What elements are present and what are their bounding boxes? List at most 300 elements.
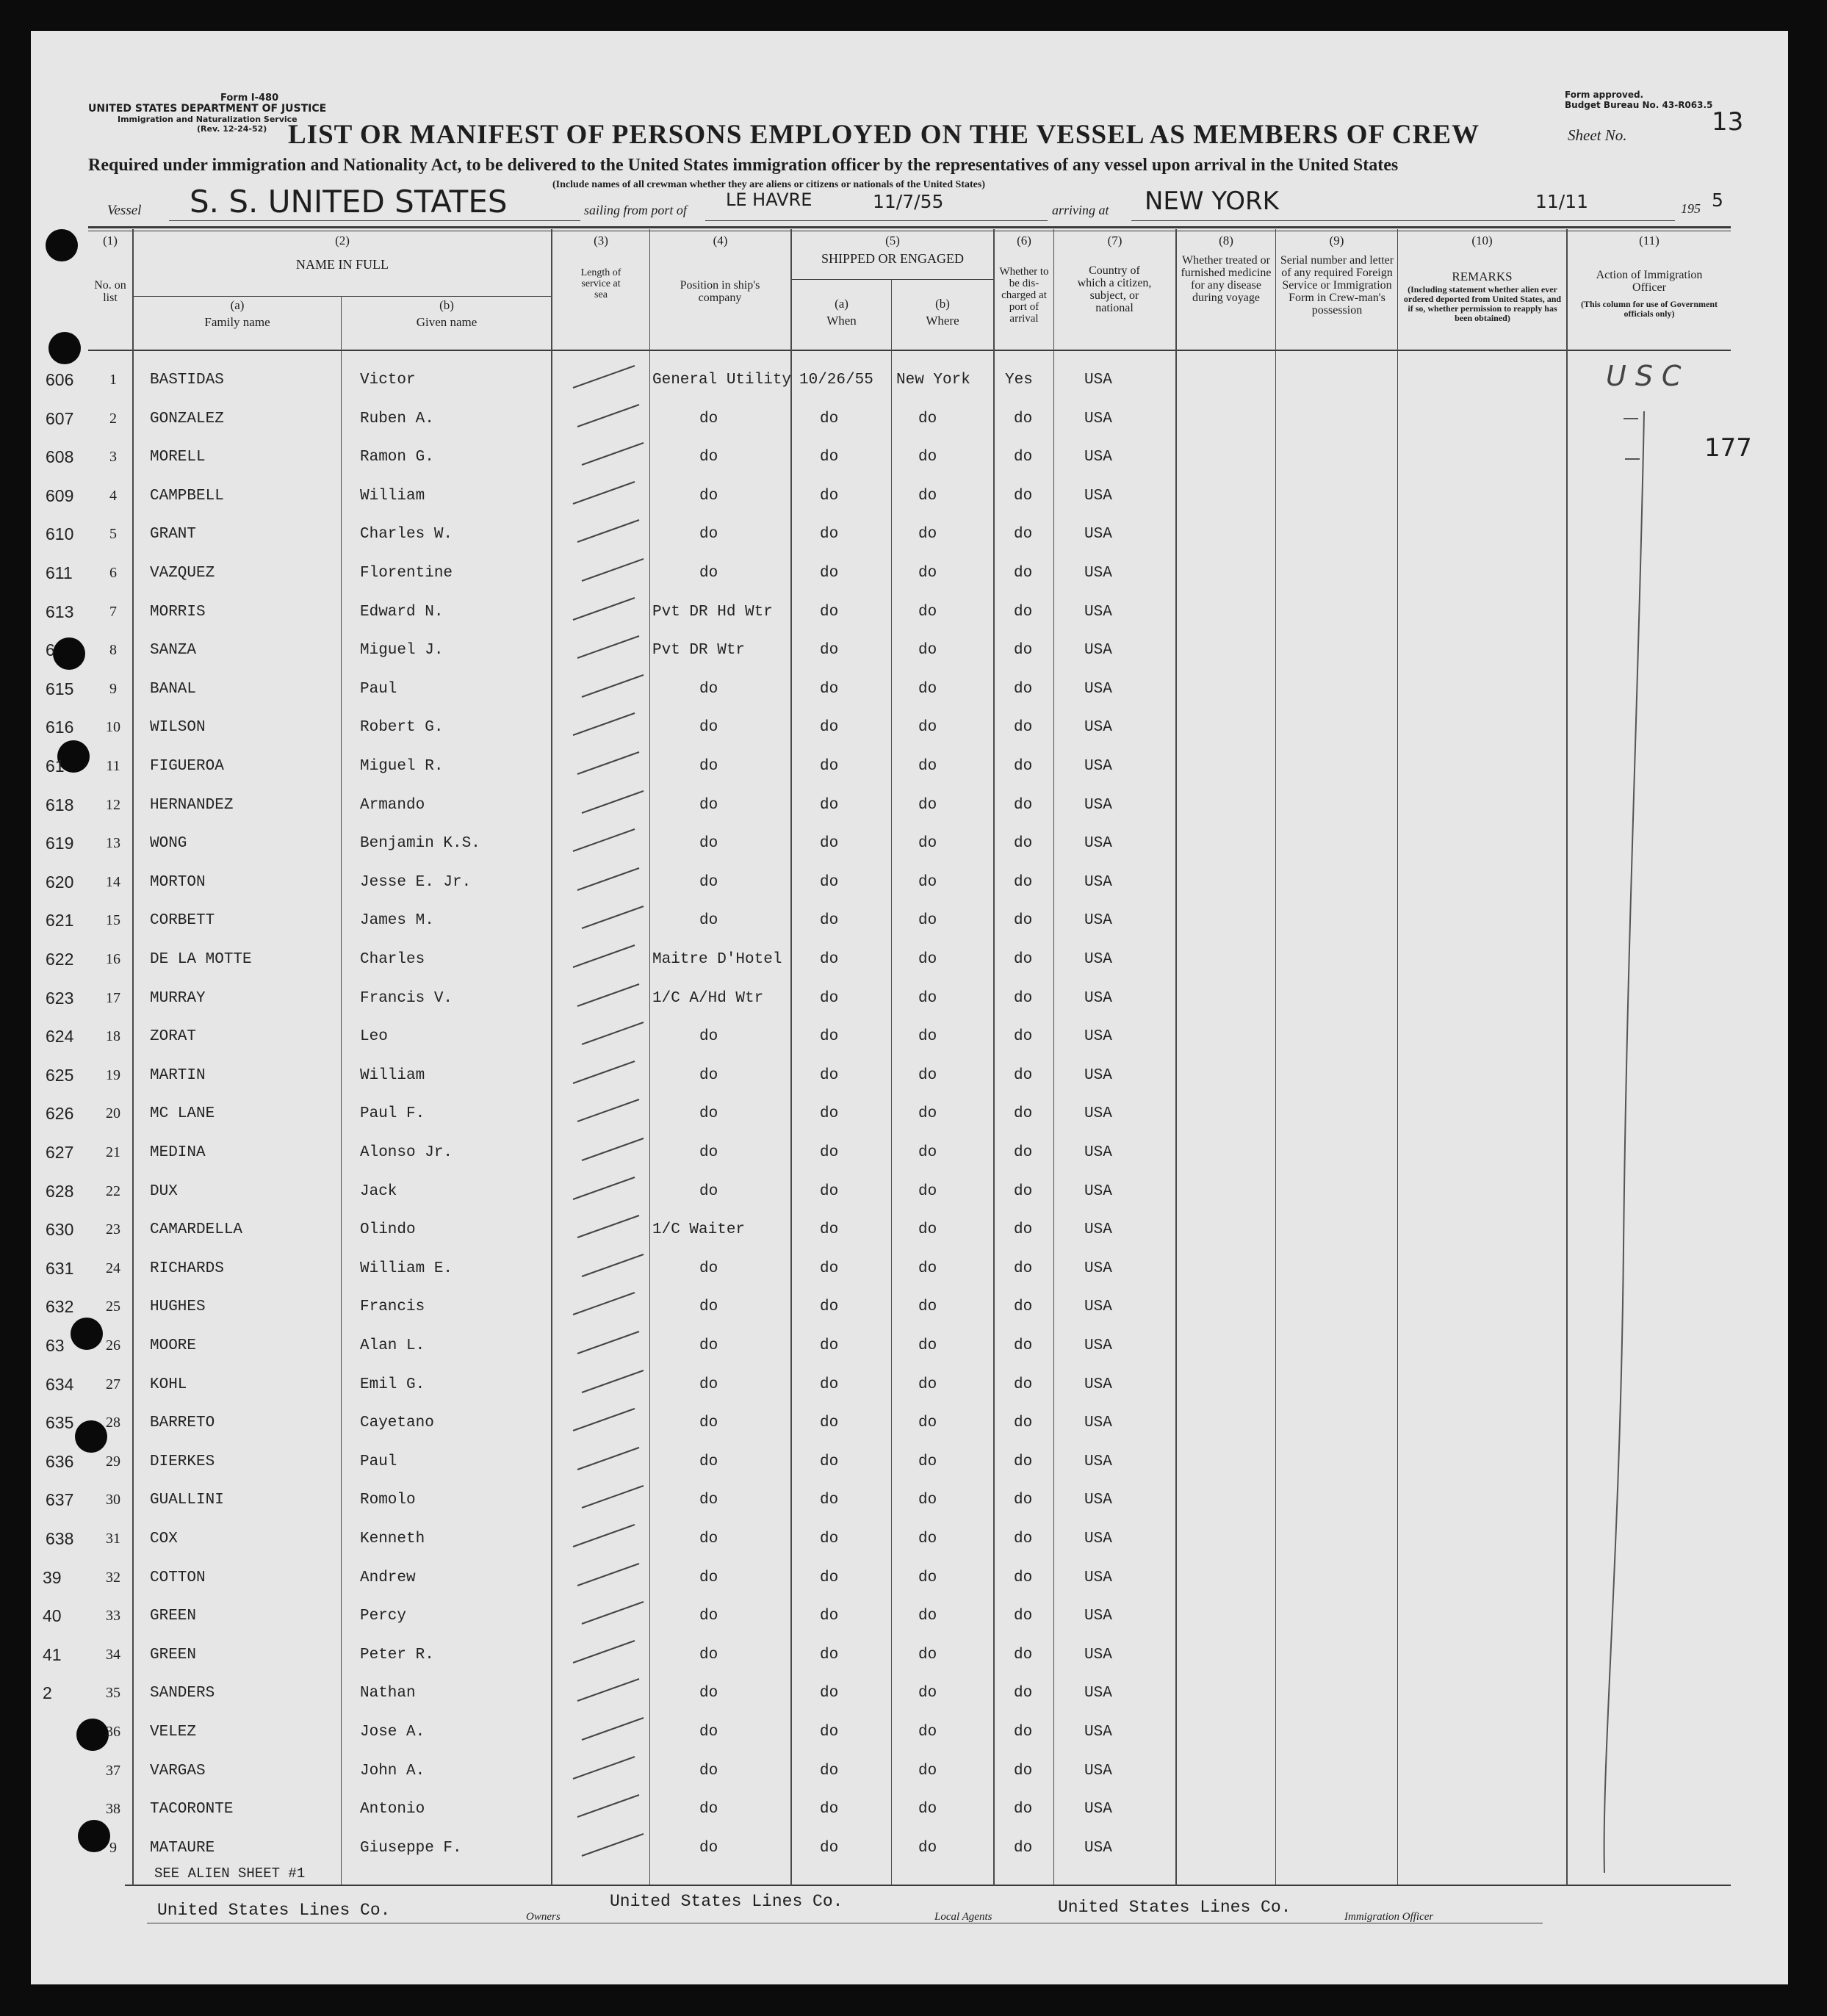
list-number: 15 — [106, 912, 120, 928]
cell-when: do — [820, 1763, 839, 1780]
cell-discharge: do — [1014, 1492, 1033, 1509]
cell-discharge: do — [1014, 1183, 1033, 1200]
punch-hole — [53, 637, 85, 670]
cell-discharge: do — [1014, 411, 1033, 427]
cell-position: do — [699, 1298, 718, 1315]
col5a-number: (a) — [835, 297, 848, 311]
cell-family: VARGAS — [150, 1763, 206, 1780]
margin-serial: 623 — [46, 989, 74, 1008]
cell-when: do — [820, 758, 839, 775]
cell-position: do — [699, 797, 718, 814]
list-number: 19 — [106, 1067, 120, 1083]
cell-country: USA — [1084, 1183, 1112, 1200]
cell-position: do — [699, 1376, 718, 1393]
cell-family: MATAURE — [150, 1840, 215, 1857]
cell-where: do — [918, 835, 937, 852]
list-number: 2 — [109, 411, 117, 427]
cell-family: COX — [150, 1531, 178, 1547]
margin-serial: 610 — [46, 524, 74, 543]
cell-where: do — [918, 411, 937, 427]
cell-given: Miguel J. — [360, 642, 444, 659]
cell-country: USA — [1084, 1453, 1112, 1470]
cell-position: do — [699, 1647, 718, 1663]
cell-discharge: do — [1014, 565, 1033, 582]
cell-given: Florentine — [360, 565, 453, 582]
cell-country: USA — [1084, 1298, 1112, 1315]
officer-initials: USC — [1606, 360, 1690, 392]
cell-given: Edward N. — [360, 604, 444, 621]
form-number: Form I-480 — [220, 93, 279, 104]
margin-serial: 40 — [43, 1606, 62, 1625]
col2b-number: (b) — [439, 298, 454, 312]
cell-discharge: do — [1014, 1415, 1033, 1431]
cell-when: do — [820, 1685, 839, 1702]
cell-discharge: do — [1014, 1569, 1033, 1586]
cell-when: do — [820, 488, 839, 505]
list-number: 16 — [106, 951, 120, 967]
cell-position: do — [699, 1415, 718, 1431]
cell-country: USA — [1084, 411, 1112, 427]
list-number: 12 — [106, 797, 120, 813]
cell-given: James M. — [360, 912, 434, 929]
list-number: 35 — [106, 1685, 120, 1701]
cell-country: USA — [1084, 449, 1112, 466]
cell-discharge: do — [1014, 488, 1033, 505]
sheet-number: 13 — [1712, 107, 1744, 137]
cell-country: USA — [1084, 681, 1112, 698]
list-number: 23 — [106, 1221, 120, 1238]
cell-given: Andrew — [360, 1569, 416, 1586]
cell-when: do — [820, 1105, 839, 1122]
col10-number: (10) — [1471, 234, 1493, 248]
col3-header: Length of service at sea — [580, 267, 621, 300]
cell-family: MORELL — [150, 449, 206, 466]
cell-position: do — [699, 449, 718, 466]
cell-country: USA — [1084, 565, 1112, 582]
cell-discharge: do — [1014, 758, 1033, 775]
cell-given: Paul — [360, 1453, 397, 1470]
cell-discharge: do — [1014, 1763, 1033, 1780]
cell-position: do — [699, 835, 718, 852]
col6-header: Whether to be dis-charged at port of arrival — [999, 266, 1049, 325]
cell-country: USA — [1084, 874, 1112, 891]
list-number: 25 — [106, 1298, 120, 1315]
cell-family: SANZA — [150, 642, 197, 659]
cell-position: do — [699, 719, 718, 736]
cell-where: do — [918, 951, 937, 968]
cell-given: Benjamin K.S. — [360, 835, 480, 852]
cell-given: Leo — [360, 1028, 388, 1045]
cell-position: do — [699, 1685, 718, 1702]
margin-serial: 39 — [43, 1568, 62, 1587]
cell-when: do — [820, 1376, 839, 1393]
vessel-label: Vessel — [107, 203, 142, 218]
cell-country: USA — [1084, 1569, 1112, 1586]
col11-note: (This column for use of Government officials only) — [1580, 299, 1718, 319]
list-number: 38 — [106, 1801, 120, 1817]
stamp-177: 177 — [1704, 433, 1752, 463]
cell-when: do — [820, 1647, 839, 1663]
punch-hole — [46, 229, 78, 261]
cell-family: SANDERS — [150, 1685, 215, 1702]
cell-when: do — [820, 835, 839, 852]
cell-position: do — [699, 1105, 718, 1122]
cell-where: New York — [896, 372, 970, 389]
sheet-label: Sheet No. — [1568, 126, 1627, 144]
cell-when: do — [820, 565, 839, 582]
cell-discharge: do — [1014, 951, 1033, 968]
cell-country: USA — [1084, 1763, 1112, 1780]
cell-discharge: do — [1014, 1724, 1033, 1741]
col7-header: Country of which a citizen, subject, or national — [1077, 264, 1152, 314]
arriving-label: arriving at — [1052, 203, 1109, 217]
cell-family: WILSON — [150, 719, 206, 736]
list-number: 36 — [106, 1724, 120, 1740]
manifest-subtitle: Required under immigration and Nationality Act, to be delivered to the United States immigration officer by the representatives of any vessel upon arrival in the United States — [88, 156, 1399, 175]
col5b-number: (b) — [935, 297, 950, 311]
cell-where: do — [918, 1221, 937, 1238]
cell-where: do — [918, 719, 937, 736]
department: UNITED STATES DEPARTMENT OF JUSTICE — [88, 103, 327, 115]
cell-position: do — [699, 912, 718, 929]
cell-when: do — [820, 1221, 839, 1238]
cell-where: do — [918, 1028, 937, 1045]
cell-where: do — [918, 912, 937, 929]
cell-family: BARRETO — [150, 1415, 215, 1431]
cell-when: do — [820, 797, 839, 814]
cell-given: William — [360, 488, 425, 505]
cell-country: USA — [1084, 797, 1112, 814]
cell-position: Pvt DR Hd Wtr — [652, 604, 773, 621]
col9-header: Serial number and letter of any required Foreign Service or Immigration Form in Crew-man's possession — [1280, 254, 1394, 317]
cell-country: USA — [1084, 1415, 1112, 1431]
cell-given: Antonio — [360, 1801, 425, 1818]
cell-when: do — [820, 1453, 839, 1470]
cell-family: KOHL — [150, 1376, 187, 1393]
year-digit: 5 — [1712, 189, 1723, 211]
officer-label: Immigration Officer — [1344, 1911, 1434, 1923]
cell-where: do — [918, 1569, 937, 1586]
cell-where: do — [918, 604, 937, 621]
cell-given: Giuseppe F. — [360, 1840, 462, 1857]
cell-country: USA — [1084, 719, 1112, 736]
cell-where: do — [918, 1260, 937, 1277]
cell-when: do — [820, 1183, 839, 1200]
cell-position: Pvt DR Wtr — [652, 642, 746, 659]
list-number: 4 — [109, 488, 117, 504]
cell-country: USA — [1084, 1105, 1112, 1122]
col4-number: (4) — [713, 234, 728, 248]
cell-family: MURRAY — [150, 990, 206, 1007]
cell-discharge: do — [1014, 1144, 1033, 1161]
cell-given: William E. — [360, 1260, 453, 1277]
cell-when: do — [820, 604, 839, 621]
list-number: 22 — [106, 1183, 120, 1199]
cell-discharge: do — [1014, 1453, 1033, 1470]
cell-family: BANAL — [150, 681, 197, 698]
cell-where: do — [918, 1492, 937, 1509]
year-prefix: 195 — [1681, 201, 1701, 216]
cell-discharge: do — [1014, 1647, 1033, 1663]
list-number: 27 — [106, 1376, 120, 1392]
cell-country: USA — [1084, 642, 1112, 659]
col10-note: (Including statement whether alien ever ordered deported from United States, and if so, whether permission to reapply has been obtained) — [1403, 284, 1562, 323]
cell-when: do — [820, 449, 839, 466]
col5-number: (5) — [885, 234, 900, 248]
col2b-header: Given name — [416, 315, 478, 329]
cell-given: Percy — [360, 1608, 407, 1625]
cell-family: MOORE — [150, 1337, 197, 1354]
cell-when: do — [820, 912, 839, 929]
col10-header: REMARKS — [1452, 270, 1513, 283]
col3-number: (3) — [594, 234, 608, 248]
cell-family: GUALLINI — [150, 1492, 224, 1509]
list-number: 18 — [106, 1028, 120, 1044]
manifest-title: LIST OR MANIFEST OF PERSONS EMPLOYED ON THE VESSEL AS MEMBERS OF CREW — [288, 120, 1480, 150]
margin-serial: 638 — [46, 1529, 74, 1548]
cell-family: ZORAT — [150, 1028, 197, 1045]
cell-position: do — [699, 1028, 718, 1045]
margin-serial: 618 — [46, 795, 74, 814]
list-number: 9 — [109, 681, 117, 697]
cell-given: Ruben A. — [360, 411, 434, 427]
list-number: 6 — [109, 565, 117, 581]
cell-family: VAZQUEZ — [150, 565, 215, 582]
cell-when: do — [820, 1067, 839, 1084]
cell-country: USA — [1084, 1647, 1112, 1663]
cell-position: do — [699, 1337, 718, 1354]
list-number: 30 — [106, 1492, 120, 1508]
cell-country: USA — [1084, 1144, 1112, 1161]
cell-where: do — [918, 1801, 937, 1818]
cell-given: Alan L. — [360, 1337, 425, 1354]
col1-header: No. on list — [94, 279, 126, 304]
cell-country: USA — [1084, 951, 1112, 968]
cell-family: DE LA MOTTE — [150, 951, 252, 968]
cell-position: do — [699, 1724, 718, 1741]
cell-when: do — [820, 526, 839, 543]
cell-country: USA — [1084, 912, 1112, 929]
col2a-number: (a) — [230, 298, 245, 312]
cell-country: USA — [1084, 1337, 1112, 1354]
cell-position: do — [699, 1492, 718, 1509]
cell-where: do — [918, 1415, 937, 1431]
cell-given: Jack — [360, 1183, 397, 1200]
cell-position: do — [699, 1453, 718, 1470]
cell-family: VELEZ — [150, 1724, 197, 1741]
margin-serial: 608 — [46, 447, 74, 466]
list-number: 5 — [109, 526, 117, 542]
cell-country: USA — [1084, 372, 1112, 389]
cell-given: Kenneth — [360, 1531, 425, 1547]
cell-discharge: do — [1014, 1840, 1033, 1857]
cell-discharge: do — [1014, 1221, 1033, 1238]
sailing-label: sailing from port of — [584, 203, 687, 217]
list-number: 32 — [106, 1569, 120, 1586]
cell-discharge: do — [1014, 642, 1033, 659]
cell-given: Jose A. — [360, 1724, 425, 1741]
cell-country: USA — [1084, 1028, 1112, 1045]
list-number: 34 — [106, 1647, 120, 1663]
owners-label: Owners — [526, 1911, 561, 1923]
cell-where: do — [918, 1337, 937, 1354]
cell-discharge: do — [1014, 1260, 1033, 1277]
cell-country: USA — [1084, 488, 1112, 505]
sail-date: 11/7/55 — [873, 191, 944, 212]
cell-discharge: do — [1014, 719, 1033, 736]
margin-serial: 636 — [46, 1452, 74, 1471]
cell-where: do — [918, 797, 937, 814]
cell-where: do — [918, 488, 937, 505]
list-number: 1 — [109, 372, 117, 388]
col2-header: NAME IN FULL — [296, 257, 389, 272]
cell-position: do — [699, 1840, 718, 1857]
col9-number: (9) — [1329, 234, 1344, 248]
cell-where: do — [918, 681, 937, 698]
cell-discharge: do — [1014, 604, 1033, 621]
cell-where: do — [918, 1376, 937, 1393]
cell-when: do — [820, 1298, 839, 1315]
cell-when: do — [820, 990, 839, 1007]
cell-position: do — [699, 411, 718, 427]
cell-country: USA — [1084, 1531, 1112, 1547]
cell-country: USA — [1084, 1840, 1112, 1857]
margin-serial: 626 — [46, 1104, 74, 1123]
col1-number: (1) — [103, 234, 118, 248]
cell-position: do — [699, 1763, 718, 1780]
cell-family: MORRIS — [150, 604, 206, 621]
cell-where: do — [918, 1685, 937, 1702]
list-number: 10 — [106, 719, 120, 735]
margin-serial: 619 — [46, 834, 74, 853]
cell-position: do — [699, 1260, 718, 1277]
cell-discharge: do — [1014, 912, 1033, 929]
col2a-header: Family name — [204, 315, 270, 329]
cell-position: do — [699, 874, 718, 891]
cell-family: HUGHES — [150, 1298, 206, 1315]
cell-discharge: do — [1014, 1337, 1033, 1354]
margin-serial: 621 — [46, 911, 74, 930]
margin-serial: 41 — [43, 1645, 62, 1664]
cell-where: do — [918, 874, 937, 891]
agents-value: United States Lines Co. — [610, 1892, 843, 1911]
cell-country: USA — [1084, 1492, 1112, 1509]
margin-serial: 634 — [46, 1375, 74, 1394]
margin-serial: 607 — [46, 409, 74, 428]
margin-serial: 2 — [43, 1683, 52, 1702]
agents-label: Local Agents — [934, 1911, 992, 1923]
cell-position: do — [699, 526, 718, 543]
margin-serial: 620 — [46, 872, 74, 892]
cell-given: Robert G. — [360, 719, 444, 736]
form-approved: Form approved. — [1565, 90, 1644, 100]
margin-serial: 637 — [46, 1490, 74, 1509]
col5-header: SHIPPED OR ENGAGED — [821, 251, 964, 266]
arrival-date: 11/11 — [1535, 191, 1589, 212]
cell-discharge: Yes — [1005, 372, 1033, 389]
cell-discharge: do — [1014, 681, 1033, 698]
cell-where: do — [918, 1840, 937, 1857]
cell-family: COTTON — [150, 1569, 206, 1586]
cell-when: do — [820, 411, 839, 427]
margin-serial: 611 — [46, 563, 73, 582]
cell-given: William — [360, 1067, 425, 1084]
list-number: 37 — [106, 1763, 120, 1779]
cell-discharge: do — [1014, 835, 1033, 852]
cell-when: do — [820, 1531, 839, 1547]
cell-position: do — [699, 1801, 718, 1818]
cell-discharge: do — [1014, 1685, 1033, 1702]
list-number: 9 — [109, 1840, 117, 1856]
cell-where: do — [918, 1298, 937, 1315]
margin-serial: 622 — [46, 950, 74, 969]
vessel-name: S. S. UNITED STATES — [190, 184, 508, 220]
list-number: 28 — [106, 1415, 120, 1431]
margin-serial: 61 — [46, 756, 65, 776]
officer-value: United States Lines Co. — [1058, 1898, 1291, 1917]
cell-family: FIGUEROA — [150, 758, 224, 775]
cell-given: Paul — [360, 681, 397, 698]
cell-position: 1/C Waiter — [652, 1221, 746, 1238]
cell-family: CAMARDELLA — [150, 1221, 243, 1238]
cell-when: do — [820, 719, 839, 736]
service: Immigration and Naturalization Service — [118, 115, 298, 124]
cell-when: do — [820, 1260, 839, 1277]
cell-when: do — [820, 1608, 839, 1625]
col7-number: (7) — [1107, 234, 1122, 248]
cell-position: 1/C A/Hd Wtr — [652, 990, 764, 1007]
cell-where: do — [918, 526, 937, 543]
list-number: 17 — [106, 990, 120, 1006]
cell-when: do — [820, 1492, 839, 1509]
cell-where: do — [918, 1453, 937, 1470]
cell-discharge: do — [1014, 1531, 1033, 1547]
cell-country: USA — [1084, 526, 1112, 543]
list-number: 21 — [106, 1144, 120, 1160]
cell-discharge: do — [1014, 1298, 1033, 1315]
margin-serial: 631 — [46, 1259, 74, 1278]
cell-family: GRANT — [150, 526, 197, 543]
cell-where: do — [918, 1763, 937, 1780]
cell-discharge: do — [1014, 1028, 1033, 1045]
cell-family: GONZALEZ — [150, 411, 224, 427]
cell-where: do — [918, 565, 937, 582]
cell-discharge: do — [1014, 990, 1033, 1007]
list-number: 31 — [106, 1531, 120, 1547]
cell-given: Alonso Jr. — [360, 1144, 453, 1161]
list-number: 33 — [106, 1608, 120, 1624]
cell-given: Romolo — [360, 1492, 416, 1509]
cell-where: do — [918, 758, 937, 775]
cell-when: do — [820, 1569, 839, 1586]
cell-discharge: do — [1014, 526, 1033, 543]
cell-family: GREEN — [150, 1647, 197, 1663]
cell-country: USA — [1084, 1260, 1112, 1277]
list-number: 3 — [109, 449, 117, 465]
cell-discharge: do — [1014, 1801, 1033, 1818]
cell-given: Olindo — [360, 1221, 416, 1238]
cell-position: do — [699, 1067, 718, 1084]
cell-country: USA — [1084, 990, 1112, 1007]
cell-family: MC LANE — [150, 1105, 215, 1122]
cell-family: MEDINA — [150, 1144, 206, 1161]
cell-given: Paul F. — [360, 1105, 425, 1122]
cell-country: USA — [1084, 1801, 1112, 1818]
cell-given: Charles — [360, 951, 425, 968]
margin-serial: 609 — [46, 486, 74, 505]
budget-bureau: Budget Bureau No. 43-R063.5 — [1565, 100, 1713, 110]
col8-header: Whether treated or furnished medicine for any disease during voyage — [1181, 254, 1272, 304]
